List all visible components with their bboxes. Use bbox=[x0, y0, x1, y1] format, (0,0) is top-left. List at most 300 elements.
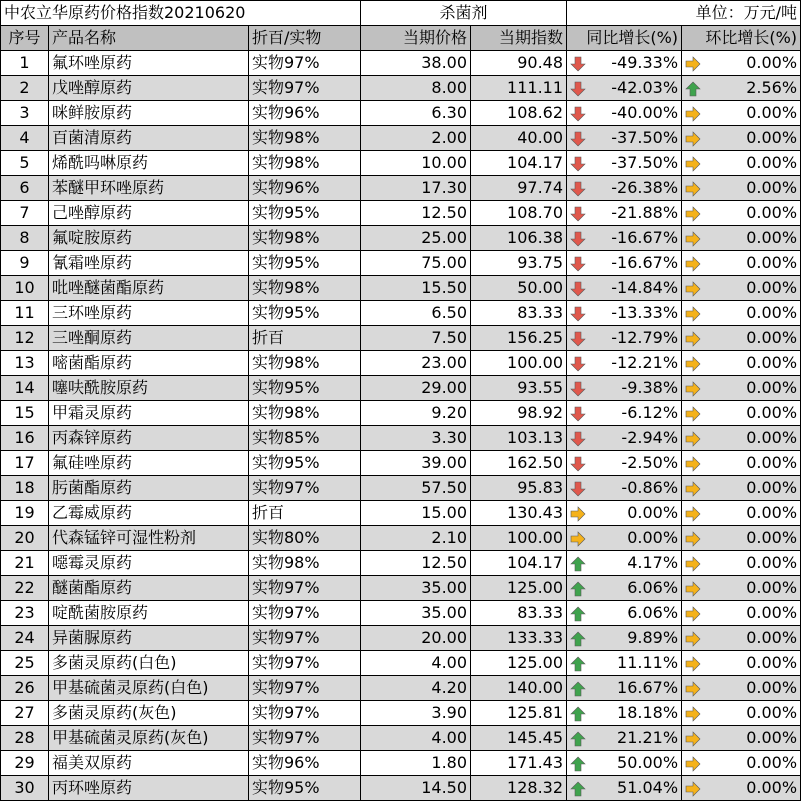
mom-value: 0.00% bbox=[746, 578, 798, 597]
arrow-up-icon bbox=[570, 730, 586, 746]
row-number: 20 bbox=[1, 526, 49, 551]
yoy-cell bbox=[567, 726, 682, 751]
table-row bbox=[1, 276, 801, 301]
current-price: 20.00 bbox=[361, 626, 471, 651]
mom-cell bbox=[682, 301, 801, 326]
arrow-right-icon bbox=[570, 505, 586, 521]
product-spec: 实物96% bbox=[249, 751, 361, 776]
current-price: 2.00 bbox=[361, 126, 471, 151]
product-spec: 实物97% bbox=[249, 76, 361, 101]
current-index: 104.17 bbox=[471, 151, 567, 176]
product-name: 多菌灵原药(白色) bbox=[49, 651, 249, 676]
header-spec: 折百/实物 bbox=[249, 26, 361, 51]
yoy-value: -21.88% bbox=[611, 203, 679, 222]
mom-cell bbox=[682, 251, 801, 276]
mom-cell bbox=[682, 676, 801, 701]
mom-value: 0.00% bbox=[746, 278, 798, 297]
current-index: 140.00 bbox=[471, 676, 567, 701]
mom-value: 0.00% bbox=[746, 103, 798, 122]
product-name: 氟环唑原药 bbox=[49, 51, 249, 76]
product-spec: 实物85% bbox=[249, 426, 361, 451]
mom-value: 0.00% bbox=[746, 428, 798, 447]
header-row bbox=[1, 26, 801, 51]
mom-cell bbox=[682, 726, 801, 751]
mom-cell bbox=[682, 376, 801, 401]
product-spec: 折百 bbox=[249, 326, 361, 351]
yoy-value: -12.21% bbox=[611, 353, 679, 372]
table-row bbox=[1, 251, 801, 276]
row-number: 29 bbox=[1, 751, 49, 776]
row-number: 1 bbox=[1, 51, 49, 76]
arrow-up-icon bbox=[570, 630, 586, 646]
current-price: 7.50 bbox=[361, 326, 471, 351]
yoy-value: -9.38% bbox=[621, 378, 679, 397]
arrow-right-icon bbox=[685, 105, 701, 121]
current-price: 15.00 bbox=[361, 501, 471, 526]
current-index: 156.25 bbox=[471, 326, 567, 351]
arrow-up-icon bbox=[570, 555, 586, 571]
arrow-down-icon bbox=[570, 330, 586, 346]
current-index: 106.38 bbox=[471, 226, 567, 251]
product-spec: 实物98% bbox=[249, 226, 361, 251]
table-row bbox=[1, 76, 801, 101]
yoy-value: -37.50% bbox=[611, 128, 679, 147]
unit-label: 单位：万元/吨 bbox=[567, 1, 801, 26]
product-name: 乙霉威原药 bbox=[49, 501, 249, 526]
product-spec: 实物95% bbox=[249, 301, 361, 326]
yoy-cell bbox=[567, 526, 682, 551]
table-row bbox=[1, 101, 801, 126]
product-spec: 实物97% bbox=[249, 651, 361, 676]
product-name: 甲基硫菌灵原药(白色) bbox=[49, 676, 249, 701]
mom-cell bbox=[682, 551, 801, 576]
table-row bbox=[1, 151, 801, 176]
row-number: 26 bbox=[1, 676, 49, 701]
row-number: 19 bbox=[1, 501, 49, 526]
yoy-cell bbox=[567, 201, 682, 226]
product-spec: 实物98% bbox=[249, 126, 361, 151]
table-row bbox=[1, 476, 801, 501]
yoy-cell bbox=[567, 301, 682, 326]
current-index: 98.92 bbox=[471, 401, 567, 426]
current-price: 9.20 bbox=[361, 401, 471, 426]
yoy-value: -13.33% bbox=[611, 303, 679, 322]
row-number: 11 bbox=[1, 301, 49, 326]
arrow-right-icon bbox=[685, 355, 701, 371]
arrow-down-icon bbox=[570, 305, 586, 321]
mom-value: 0.00% bbox=[746, 378, 798, 397]
mom-value: 2.56% bbox=[746, 78, 798, 97]
mom-cell bbox=[682, 226, 801, 251]
product-spec: 实物97% bbox=[249, 51, 361, 76]
mom-cell bbox=[682, 776, 801, 801]
product-spec: 实物80% bbox=[249, 526, 361, 551]
yoy-cell bbox=[567, 101, 682, 126]
current-index: 133.33 bbox=[471, 626, 567, 651]
product-spec: 实物98% bbox=[249, 551, 361, 576]
product-name: 嘧菌酯原药 bbox=[49, 351, 249, 376]
row-number: 23 bbox=[1, 601, 49, 626]
product-name: 肟菌酯原药 bbox=[49, 476, 249, 501]
product-name: 氟啶胺原药 bbox=[49, 226, 249, 251]
mom-value: 0.00% bbox=[746, 203, 798, 222]
current-index: 125.00 bbox=[471, 651, 567, 676]
current-index: 128.32 bbox=[471, 776, 567, 801]
current-price: 38.00 bbox=[361, 51, 471, 76]
arrow-right-icon bbox=[685, 505, 701, 521]
current-price: 35.00 bbox=[361, 601, 471, 626]
product-spec: 实物98% bbox=[249, 401, 361, 426]
product-name: 己唑醇原药 bbox=[49, 201, 249, 226]
yoy-value: -26.38% bbox=[611, 178, 679, 197]
current-index: 93.55 bbox=[471, 376, 567, 401]
yoy-value: 6.06% bbox=[627, 578, 679, 597]
arrow-up-icon bbox=[570, 580, 586, 596]
mom-cell bbox=[682, 176, 801, 201]
table-row bbox=[1, 301, 801, 326]
header-mom: 环比增长(%) bbox=[682, 26, 801, 51]
product-name: 甲霜灵原药 bbox=[49, 401, 249, 426]
table-row bbox=[1, 351, 801, 376]
mom-cell bbox=[682, 576, 801, 601]
table-row bbox=[1, 701, 801, 726]
arrow-down-icon bbox=[570, 480, 586, 496]
row-number: 21 bbox=[1, 551, 49, 576]
yoy-cell bbox=[567, 351, 682, 376]
row-number: 5 bbox=[1, 151, 49, 176]
product-name: 啶酰菌胺原药 bbox=[49, 601, 249, 626]
yoy-cell bbox=[567, 501, 682, 526]
product-spec: 实物95% bbox=[249, 451, 361, 476]
current-price: 17.30 bbox=[361, 176, 471, 201]
mom-value: 0.00% bbox=[746, 528, 798, 547]
arrow-right-icon bbox=[685, 630, 701, 646]
yoy-cell bbox=[567, 51, 682, 76]
header-index: 当期指数 bbox=[471, 26, 567, 51]
arrow-right-icon bbox=[685, 230, 701, 246]
mom-value: 0.00% bbox=[746, 778, 798, 797]
arrow-up-icon bbox=[685, 80, 701, 96]
arrow-right-icon bbox=[685, 655, 701, 671]
current-price: 12.50 bbox=[361, 551, 471, 576]
current-index: 40.00 bbox=[471, 126, 567, 151]
row-number: 10 bbox=[1, 276, 49, 301]
arrow-right-icon bbox=[685, 255, 701, 271]
arrow-right-icon bbox=[685, 555, 701, 571]
mom-value: 0.00% bbox=[746, 553, 798, 572]
mom-cell bbox=[682, 451, 801, 476]
mom-value: 0.00% bbox=[746, 703, 798, 722]
current-price: 4.20 bbox=[361, 676, 471, 701]
current-index: 111.11 bbox=[471, 76, 567, 101]
arrow-down-icon bbox=[570, 205, 586, 221]
yoy-cell bbox=[567, 551, 682, 576]
product-spec: 实物95% bbox=[249, 376, 361, 401]
current-index: 108.70 bbox=[471, 201, 567, 226]
arrow-right-icon bbox=[685, 480, 701, 496]
product-spec: 实物97% bbox=[249, 476, 361, 501]
product-name: 吡唑醚菌酯原药 bbox=[49, 276, 249, 301]
yoy-value: -0.86% bbox=[621, 478, 679, 497]
table-row bbox=[1, 676, 801, 701]
yoy-cell bbox=[567, 701, 682, 726]
mom-cell bbox=[682, 151, 801, 176]
mom-value: 0.00% bbox=[746, 228, 798, 247]
current-index: 125.81 bbox=[471, 701, 567, 726]
row-number: 8 bbox=[1, 226, 49, 251]
table-row bbox=[1, 626, 801, 651]
mom-cell bbox=[682, 626, 801, 651]
yoy-value: -40.00% bbox=[611, 103, 679, 122]
yoy-cell bbox=[567, 626, 682, 651]
mom-value: 0.00% bbox=[746, 328, 798, 347]
mom-cell bbox=[682, 351, 801, 376]
current-index: 93.75 bbox=[471, 251, 567, 276]
arrow-up-icon bbox=[570, 680, 586, 696]
product-name: 多菌灵原药(灰色) bbox=[49, 701, 249, 726]
current-price: 6.30 bbox=[361, 101, 471, 126]
current-index: 171.43 bbox=[471, 751, 567, 776]
yoy-cell bbox=[567, 226, 682, 251]
current-price: 35.00 bbox=[361, 576, 471, 601]
row-number: 4 bbox=[1, 126, 49, 151]
product-spec: 折百 bbox=[249, 501, 361, 526]
arrow-right-icon bbox=[685, 530, 701, 546]
yoy-value: -16.67% bbox=[611, 253, 679, 272]
mom-cell bbox=[682, 401, 801, 426]
arrow-right-icon bbox=[685, 405, 701, 421]
table-row bbox=[1, 226, 801, 251]
arrow-right-icon bbox=[685, 55, 701, 71]
mom-cell bbox=[682, 751, 801, 776]
current-price: 3.90 bbox=[361, 701, 471, 726]
mom-value: 0.00% bbox=[746, 128, 798, 147]
yoy-cell bbox=[567, 576, 682, 601]
product-spec: 实物95% bbox=[249, 776, 361, 801]
product-name: 三唑酮原药 bbox=[49, 326, 249, 351]
yoy-cell bbox=[567, 776, 682, 801]
yoy-value: -16.67% bbox=[611, 228, 679, 247]
row-number: 17 bbox=[1, 451, 49, 476]
yoy-cell bbox=[567, 676, 682, 701]
product-spec: 实物98% bbox=[249, 276, 361, 301]
product-name: 丙环唑原药 bbox=[49, 776, 249, 801]
yoy-cell bbox=[567, 76, 682, 101]
table-row bbox=[1, 551, 801, 576]
product-name: 烯酰吗啉原药 bbox=[49, 151, 249, 176]
product-spec: 实物97% bbox=[249, 576, 361, 601]
current-price: 10.00 bbox=[361, 151, 471, 176]
current-index: 104.17 bbox=[471, 551, 567, 576]
arrow-down-icon bbox=[570, 280, 586, 296]
table-row bbox=[1, 726, 801, 751]
mom-cell bbox=[682, 76, 801, 101]
current-price: 6.50 bbox=[361, 301, 471, 326]
mom-cell bbox=[682, 51, 801, 76]
row-number: 18 bbox=[1, 476, 49, 501]
yoy-value: -14.84% bbox=[611, 278, 679, 297]
current-index: 103.13 bbox=[471, 426, 567, 451]
header-name: 产品名称 bbox=[49, 26, 249, 51]
mom-value: 0.00% bbox=[746, 628, 798, 647]
mom-value: 0.00% bbox=[746, 353, 798, 372]
yoy-value: -2.50% bbox=[621, 453, 679, 472]
product-spec: 实物97% bbox=[249, 601, 361, 626]
arrow-right-icon bbox=[685, 605, 701, 621]
yoy-value: -49.33% bbox=[611, 53, 679, 72]
category-label: 杀菌剂 bbox=[361, 1, 567, 26]
yoy-value: -2.94% bbox=[621, 428, 679, 447]
product-name: 百菌清原药 bbox=[49, 126, 249, 151]
table-row bbox=[1, 201, 801, 226]
arrow-down-icon bbox=[570, 180, 586, 196]
current-index: 162.50 bbox=[471, 451, 567, 476]
header-no: 序号 bbox=[1, 26, 49, 51]
arrow-right-icon bbox=[685, 380, 701, 396]
product-name: 醚菌酯原药 bbox=[49, 576, 249, 601]
arrow-down-icon bbox=[570, 130, 586, 146]
current-price: 14.50 bbox=[361, 776, 471, 801]
product-spec: 实物98% bbox=[249, 351, 361, 376]
mom-value: 0.00% bbox=[746, 453, 798, 472]
arrow-down-icon bbox=[570, 155, 586, 171]
mom-cell bbox=[682, 701, 801, 726]
current-price: 3.30 bbox=[361, 426, 471, 451]
arrow-right-icon bbox=[685, 705, 701, 721]
arrow-down-icon bbox=[570, 105, 586, 121]
yoy-value: 11.11% bbox=[617, 653, 679, 672]
table-row bbox=[1, 501, 801, 526]
product-spec: 实物95% bbox=[249, 201, 361, 226]
yoy-cell bbox=[567, 326, 682, 351]
row-number: 22 bbox=[1, 576, 49, 601]
product-name: 代森锰锌可湿性粉剂 bbox=[49, 526, 249, 551]
mom-cell bbox=[682, 476, 801, 501]
product-name: 氰霜唑原药 bbox=[49, 251, 249, 276]
product-name: 丙森锌原药 bbox=[49, 426, 249, 451]
arrow-down-icon bbox=[570, 80, 586, 96]
mom-value: 0.00% bbox=[746, 753, 798, 772]
product-name: 氟硅唑原药 bbox=[49, 451, 249, 476]
yoy-cell bbox=[567, 251, 682, 276]
yoy-value: 51.04% bbox=[617, 778, 679, 797]
yoy-cell bbox=[567, 176, 682, 201]
current-price: 1.80 bbox=[361, 751, 471, 776]
arrow-up-icon bbox=[570, 705, 586, 721]
mom-value: 0.00% bbox=[746, 253, 798, 272]
mom-value: 0.00% bbox=[746, 303, 798, 322]
yoy-value: 0.00% bbox=[627, 503, 679, 522]
row-number: 28 bbox=[1, 726, 49, 751]
arrow-down-icon bbox=[570, 230, 586, 246]
product-name: 甲基硫菌灵原药(灰色) bbox=[49, 726, 249, 751]
mom-value: 0.00% bbox=[746, 503, 798, 522]
product-name: 戊唑醇原药 bbox=[49, 76, 249, 101]
yoy-value: 16.67% bbox=[617, 678, 679, 697]
mom-value: 0.00% bbox=[746, 153, 798, 172]
table-row bbox=[1, 601, 801, 626]
arrow-right-icon bbox=[685, 455, 701, 471]
yoy-cell bbox=[567, 426, 682, 451]
arrow-right-icon bbox=[570, 530, 586, 546]
header-yoy: 同比增长(%) bbox=[567, 26, 682, 51]
yoy-value: 50.00% bbox=[617, 753, 679, 772]
row-number: 13 bbox=[1, 351, 49, 376]
yoy-value: -6.12% bbox=[621, 403, 679, 422]
title-row bbox=[1, 1, 801, 26]
arrow-right-icon bbox=[685, 580, 701, 596]
yoy-cell bbox=[567, 651, 682, 676]
yoy-cell bbox=[567, 476, 682, 501]
product-spec: 实物95% bbox=[249, 251, 361, 276]
mom-cell bbox=[682, 276, 801, 301]
current-index: 100.00 bbox=[471, 526, 567, 551]
row-number: 12 bbox=[1, 326, 49, 351]
arrow-up-icon bbox=[570, 655, 586, 671]
current-price: 4.00 bbox=[361, 651, 471, 676]
row-number: 2 bbox=[1, 76, 49, 101]
product-name: 三环唑原药 bbox=[49, 301, 249, 326]
mom-cell bbox=[682, 601, 801, 626]
table-row bbox=[1, 401, 801, 426]
row-number: 25 bbox=[1, 651, 49, 676]
yoy-value: 4.17% bbox=[627, 553, 679, 572]
mom-cell bbox=[682, 126, 801, 151]
product-name: 异菌脲原药 bbox=[49, 626, 249, 651]
table-body bbox=[1, 51, 801, 801]
yoy-cell bbox=[567, 601, 682, 626]
arrow-right-icon bbox=[685, 130, 701, 146]
row-number: 7 bbox=[1, 201, 49, 226]
current-index: 125.00 bbox=[471, 576, 567, 601]
arrow-right-icon bbox=[685, 205, 701, 221]
row-number: 3 bbox=[1, 101, 49, 126]
table-row bbox=[1, 51, 801, 76]
current-price: 75.00 bbox=[361, 251, 471, 276]
yoy-value: 6.06% bbox=[627, 603, 679, 622]
current-price: 39.00 bbox=[361, 451, 471, 476]
table-row bbox=[1, 776, 801, 801]
mom-value: 0.00% bbox=[746, 678, 798, 697]
row-number: 14 bbox=[1, 376, 49, 401]
row-number: 9 bbox=[1, 251, 49, 276]
arrow-right-icon bbox=[685, 180, 701, 196]
mom-cell bbox=[682, 326, 801, 351]
row-number: 24 bbox=[1, 626, 49, 651]
product-spec: 实物97% bbox=[249, 701, 361, 726]
current-price: 8.00 bbox=[361, 76, 471, 101]
mom-value: 0.00% bbox=[746, 603, 798, 622]
product-name: 噁霉灵原药 bbox=[49, 551, 249, 576]
product-spec: 实物97% bbox=[249, 676, 361, 701]
current-price: 25.00 bbox=[361, 226, 471, 251]
yoy-value: 21.21% bbox=[617, 728, 679, 747]
table-row bbox=[1, 126, 801, 151]
row-number: 16 bbox=[1, 426, 49, 451]
mom-value: 0.00% bbox=[746, 178, 798, 197]
arrow-up-icon bbox=[570, 755, 586, 771]
product-spec: 实物96% bbox=[249, 101, 361, 126]
yoy-cell bbox=[567, 126, 682, 151]
mom-cell bbox=[682, 501, 801, 526]
mom-cell bbox=[682, 426, 801, 451]
current-price: 15.50 bbox=[361, 276, 471, 301]
yoy-value: -37.50% bbox=[611, 153, 679, 172]
header-price: 当期价格 bbox=[361, 26, 471, 51]
mom-value: 0.00% bbox=[746, 653, 798, 672]
arrow-right-icon bbox=[685, 305, 701, 321]
arrow-down-icon bbox=[570, 380, 586, 396]
